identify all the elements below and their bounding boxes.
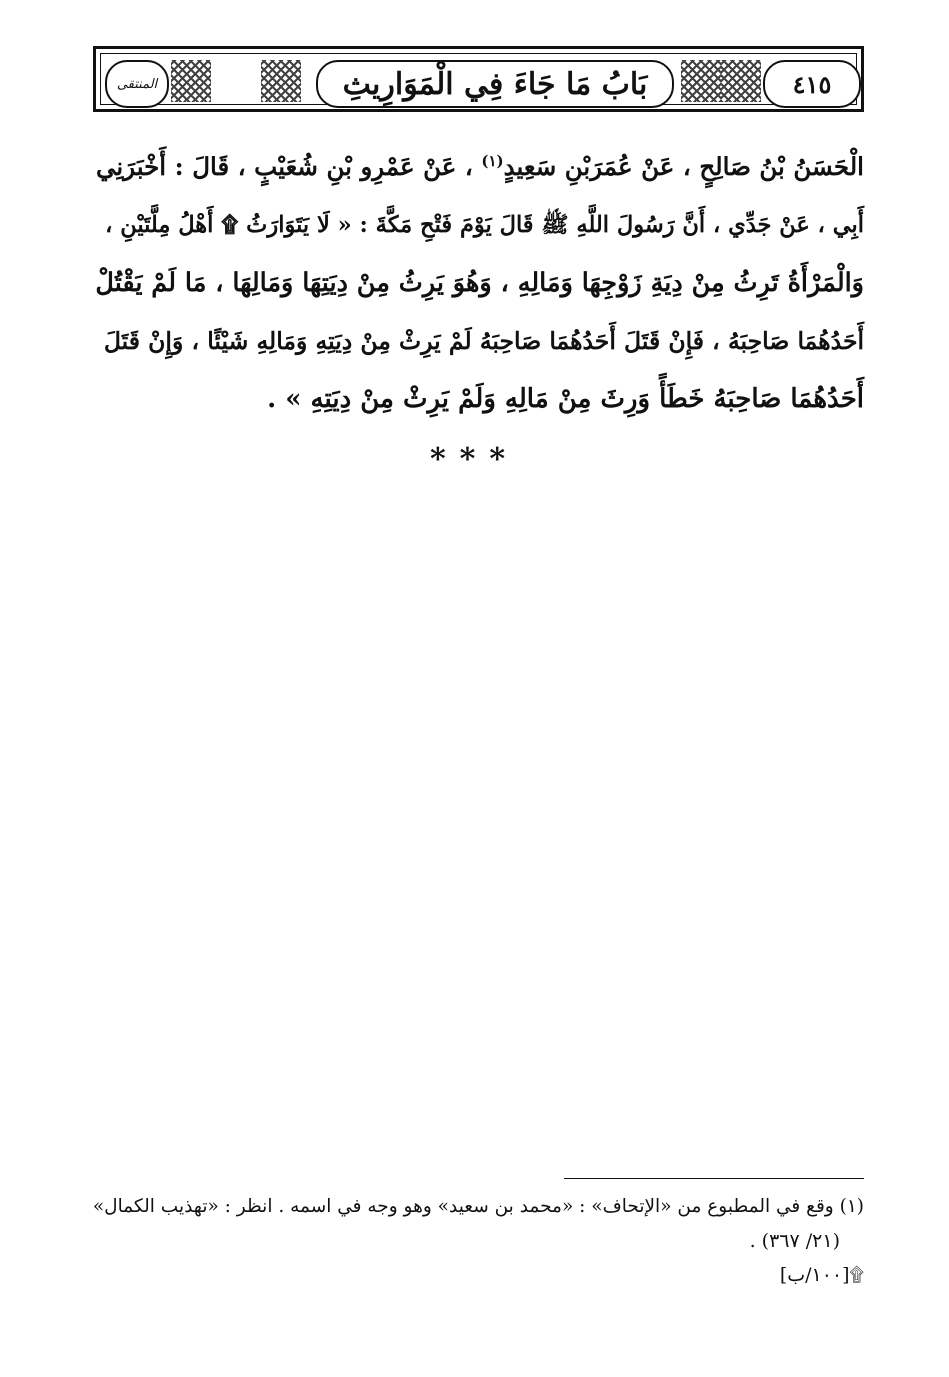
footnote-rule <box>564 1178 864 1179</box>
section-separator: *** <box>429 442 520 477</box>
manuscript-ref: ۩[١٠٠/ب] <box>779 1264 864 1286</box>
text-line-1-tail: ، عَنْ عَمْرِو بْنِ شُعَيْبٍ ، قَالَ : أَخْبَرَنِي <box>96 152 473 181</box>
footnote-1-cont: (٢١/ ٣٦٧) . <box>749 1230 840 1252</box>
chapter-title: بَابُ مَا جَاءَ فِي الْمَوَارِيثِ <box>342 66 648 102</box>
book-logo <box>105 60 169 108</box>
header-frame <box>100 53 857 105</box>
page-number: ٤١٥ <box>792 69 832 99</box>
page-number-box <box>763 60 861 108</box>
ornament-right-inner-icon <box>681 60 721 102</box>
text-line-1 <box>92 138 864 196</box>
text-line-4: أَحَدُهُمَا صَاحِبَهُ ، فَإِنْ قَتَلَ أَحَدُهُمَا صَاحِبَهُ لَمْ يَرِثْ مِنْ دِيَتِهِ وَمَالِهِ شَيْئًا ، وَإِنْ قَتَلَ <box>103 327 864 355</box>
ornament-right-icon <box>721 60 761 102</box>
footnote-marker[interactable]: (١) <box>481 151 504 170</box>
text-line-5: أَحَدُهُمَا صَاحِبَهُ خَطَأً وَرِثَ مِنْ مَالِهِ وَلَمْ يَرِثْ مِنْ دِيَتِهِ » . <box>267 384 864 414</box>
footnote-1: (١) وقع في المطبوع من «الإتحاف» : «محمد بن سعيد» وهو وجه في اسمه . انظر : «تهذيب الكمال» <box>92 1196 864 1217</box>
text-line-2: أَبِي ، عَنْ جَدِّي ، أَنَّ رَسُولَ اللَّهِ ﷺ قَالَ يَوْمَ فَتْحِ مَكَّةَ : « لَا يَتَوَارَثُ ۩ أَهْلُ مِلَّتَيْنِ ، <box>105 212 864 238</box>
book-logo-text: المنتقى <box>116 76 158 92</box>
text-line-1-head: الْحَسَنُ بْنُ صَالِحٍ ، عَنْ عُمَرَبْنِ سَعِيدٍ <box>503 152 864 181</box>
ornament-left-inner-icon <box>261 60 301 102</box>
footnotes <box>92 1190 864 1292</box>
page-header <box>93 46 864 112</box>
chapter-title-box <box>316 60 674 108</box>
ornament-left-icon <box>171 60 211 102</box>
main-text <box>92 138 864 428</box>
text-line-3: وَالْمَرْأَةُ تَرِثُ مِنْ دِيَةِ زَوْجِهَا وَمَالِهِ ، وَهُوَ يَرِثُ مِنْ دِيَتِهَا وَمَالِهَا ، مَا لَمْ يَقْتُلْ <box>95 268 864 298</box>
